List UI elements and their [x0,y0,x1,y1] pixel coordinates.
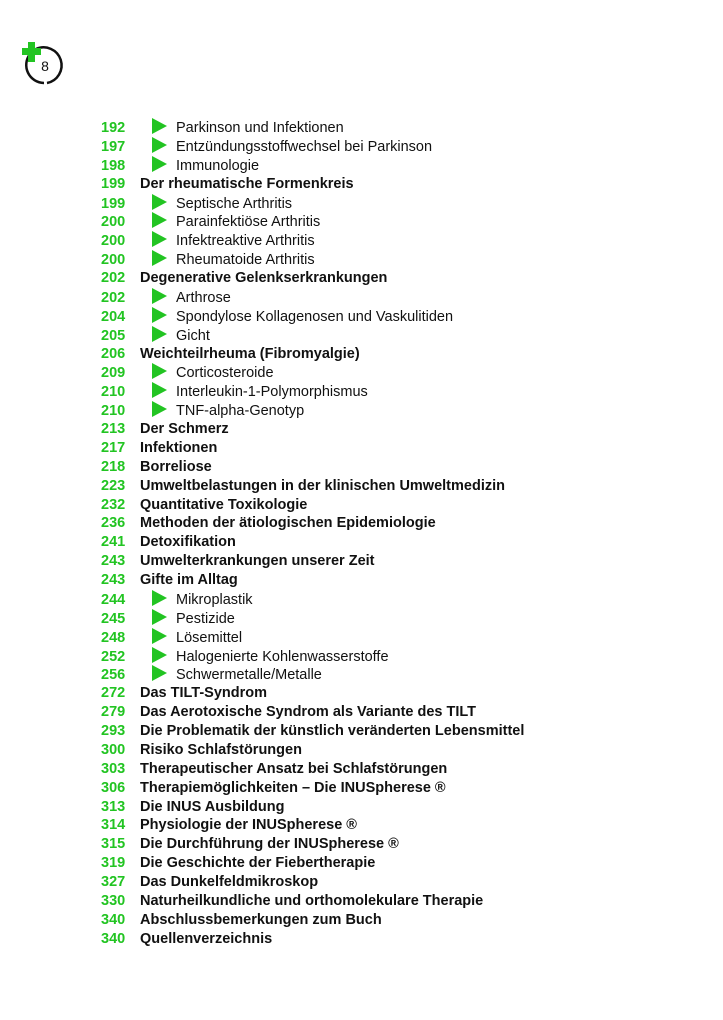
toc-title: Immunologie [176,157,260,174]
toc-title: Spondylose Kollagenosen und Vaskulitiden [176,308,454,325]
toc-title: Der rheumatische Formenkreis [140,175,354,192]
toc-entry[interactable] [101,835,524,854]
toc-page-number: 202 [101,270,126,286]
toc-page-number: 232 [101,496,126,513]
toc-entry[interactable] [101,118,524,137]
toc-page-number: 303 [101,760,126,777]
toc-entry[interactable] [101,382,524,401]
toc-title: TNF-alpha-Genotyp [176,403,305,420]
toc-title: Borreliose [140,458,212,475]
arrow-bullet-icon [152,665,167,681]
toc-entry[interactable] [101,873,524,892]
toc-title: Quellenverzeichnis [140,930,273,947]
toc-page-number: 252 [101,648,126,665]
toc-title: Infektionen [140,439,218,456]
toc-title: Gifte im Alltag [140,572,238,588]
toc-entry[interactable] [101,514,524,533]
page-number: 8 [41,58,49,74]
toc-title: Physiologie der INUSpherese ® [140,817,357,834]
toc-entry[interactable] [101,741,524,760]
toc-entry[interactable] [101,779,524,798]
toc-entry[interactable] [101,665,524,684]
toc-title: Die Durchführung der INUSpherese ® [140,836,399,853]
toc-entry[interactable] [101,288,524,307]
arrow-bullet-icon [152,137,167,153]
arrow-bullet-icon [152,194,167,210]
toc-page-number: 248 [101,629,126,646]
toc-page-number: 200 [101,233,126,250]
toc-entry[interactable] [101,458,524,477]
toc-entry[interactable] [101,590,524,609]
toc-title: Risiko Schlafstörungen [140,741,302,758]
toc-page-number: 279 [101,704,126,721]
toc-title: Lösemittel [176,629,243,646]
arrow-bullet-icon [152,288,167,304]
toc-page-number: 197 [101,138,126,155]
arrow-bullet-icon [152,647,167,663]
toc-entry[interactable] [101,137,524,156]
toc-entry[interactable] [101,816,524,835]
toc-title: Methoden der ätiologischen Epidemiologie [140,515,436,532]
toc-page-number: 243 [101,572,126,588]
toc-entry[interactable] [101,496,524,515]
toc-title: Detoxifikation [140,534,236,551]
arrow-bullet-icon [152,326,167,342]
toc-title: Rheumatoide Arthritis [176,252,315,269]
toc-entry[interactable] [101,684,524,703]
toc-page-number: 204 [101,308,126,325]
toc-page-number: 319 [101,855,126,872]
toc-entry[interactable] [101,212,524,231]
toc-entry[interactable] [101,345,524,364]
arrow-bullet-icon [152,401,167,417]
toc-title: Die Problematik der künstlich veränderten Lebensmittel [140,723,525,739]
toc-title: Umweltbelastungen in der klinischen Umweltmedizin [140,477,505,494]
toc-title: Weichteilrheuma (Fibromyalgie) [140,345,360,362]
arrow-bullet-icon [152,307,167,323]
toc-title: Degenerative Gelenkserkrankungen [140,270,388,286]
toc-page-number: 205 [101,327,126,344]
toc-title: Die Geschichte der Fiebertherapie [140,855,376,872]
toc-page-number: 245 [101,610,126,627]
toc-entry[interactable] [101,269,524,288]
toc-page-number: 327 [101,874,126,890]
toc-title: Gicht [176,327,210,344]
toc-title: Das Dunkelfeldmikroskop [140,874,319,890]
arrow-bullet-icon [152,156,167,172]
toc-entry[interactable] [101,439,524,458]
toc-page-number: 200 [101,214,126,231]
toc-page-number: 314 [101,817,126,834]
toc-entry[interactable] [101,722,524,741]
page-number-badge [22,42,68,88]
toc-title: Der Schmerz [140,421,229,437]
toc-entry[interactable] [101,798,524,817]
toc-entry[interactable] [101,760,524,779]
toc-page-number: 241 [101,534,126,551]
toc-title: Corticosteroide [176,365,274,382]
toc-page-number: 300 [101,741,126,758]
arrow-bullet-icon [152,212,167,228]
toc-page-number: 200 [101,252,126,269]
toc-title: Pestizide [176,610,235,627]
toc-entry[interactable] [101,250,524,269]
toc-page-number: 340 [101,930,126,947]
toc-entry[interactable] [101,911,524,930]
toc-page-number: 223 [101,477,126,494]
arrow-bullet-icon [152,231,167,247]
arrow-bullet-icon [152,250,167,266]
arrow-bullet-icon [152,382,167,398]
toc-entry[interactable] [101,703,524,722]
toc-entry[interactable] [101,647,524,666]
toc-entry[interactable] [101,194,524,213]
toc-title: Parkinson und Infektionen [176,120,344,136]
toc-page-number: 313 [101,798,126,815]
toc-title: Das TILT-Syndrom [140,685,268,702]
toc-title: Interleukin-1-Polymorphismus [176,384,368,401]
toc-page-number: 198 [101,157,126,174]
toc-page-number: 213 [101,421,126,437]
toc-page-number: 217 [101,439,126,456]
toc-page-number: 272 [101,685,126,702]
toc-title: Abschlussbemerkungen zum Buch [140,911,382,928]
toc-entry[interactable] [101,552,524,571]
toc-entry[interactable] [101,609,524,628]
arrow-bullet-icon [152,609,167,625]
toc-entry[interactable] [101,156,524,175]
toc-entry[interactable] [101,401,524,420]
toc-page-number: 340 [101,911,126,928]
toc-title: Das Aerotoxische Syndrom als Variante des TILT [140,704,477,721]
arrow-bullet-icon [152,118,167,134]
toc-page-number: 315 [101,836,126,853]
toc-page-number: 192 [101,120,126,136]
toc-title: Mikroplastik [176,591,253,608]
toc-entry[interactable] [101,628,524,647]
arrow-bullet-icon [152,363,167,379]
toc-entry[interactable] [101,571,524,590]
toc-entry[interactable] [101,307,524,326]
toc-title: Therapiemöglichkeiten – Die INUSpherese ® [140,779,446,796]
toc-entry[interactable] [101,930,524,949]
toc-title: Schwermetalle/Metalle [176,667,322,684]
toc-title: Quantitative Toxikologie [140,496,308,513]
toc-page-number: 244 [101,591,126,608]
toc-page-number: 210 [101,403,126,420]
toc-title: Parainfektiöse Arthritis [176,214,321,231]
toc-page-number: 330 [101,892,126,909]
toc-title: Die INUS Ausbildung [140,798,285,815]
toc-title: Infektreaktive Arthritis [176,233,315,250]
toc-page-number: 243 [101,553,126,570]
toc-page-number: 209 [101,365,126,382]
toc-page-number: 256 [101,667,126,684]
toc-entry[interactable] [101,420,524,439]
toc-title: Arthrose [176,289,231,306]
arrow-bullet-icon [152,590,167,606]
toc-title: Septische Arthritis [176,195,293,212]
toc-title: Entzündungsstoffwechsel bei Parkinson [176,138,433,155]
table-of-contents [101,118,524,949]
toc-page-number: 236 [101,515,126,532]
toc-entry[interactable] [101,854,524,873]
toc-page-number: 218 [101,458,126,475]
toc-page-number: 293 [101,723,126,739]
toc-entry[interactable] [101,477,524,496]
toc-title: Therapeutischer Ansatz bei Schlafstörungen [140,760,448,777]
toc-page-number: 306 [101,779,126,796]
toc-entry[interactable] [101,892,524,911]
toc-entry[interactable] [101,326,524,345]
toc-page-number: 210 [101,384,126,401]
toc-page-number: 199 [101,195,126,212]
toc-entry[interactable] [101,231,524,250]
toc-page-number: 206 [101,345,126,362]
toc-page-number: 199 [101,175,126,192]
toc-title: Halogenierte Kohlenwasserstoffe [176,648,389,665]
toc-entry[interactable] [101,175,524,194]
arrow-bullet-icon [152,628,167,644]
toc-entry[interactable] [101,533,524,552]
toc-page-number: 202 [101,289,126,306]
toc-entry[interactable] [101,363,524,382]
toc-title: Naturheilkundliche und orthomolekulare Therapie [140,892,484,909]
toc-title: Umwelterkrankungen unserer Zeit [140,553,375,570]
